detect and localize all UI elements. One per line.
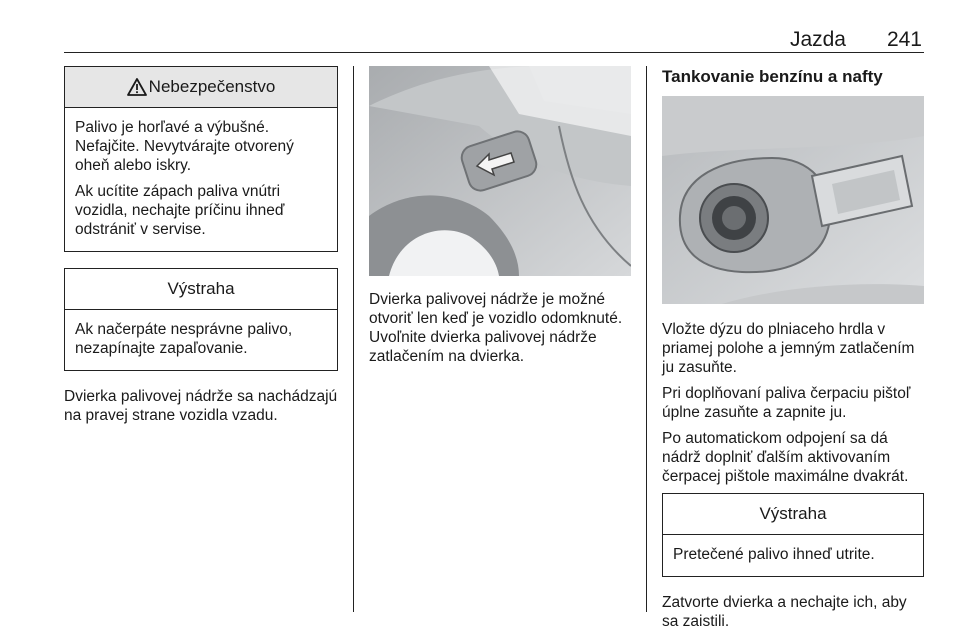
body-paragraph: Dvierka palivovej nádrže je možné otvoriť len keď je vozidlo odomknuté. Uvoľnite dvierka palivovej nádrže zatlačením na dvierka. <box>369 291 623 365</box>
caution-text: Ak načerpáte nesprávne palivo, nezapínajte zapaľovanie. <box>75 321 293 357</box>
column-middle <box>369 66 631 373</box>
caution-box <box>64 268 338 371</box>
column-right <box>662 66 924 638</box>
body-paragraph: Dvierka palivovej nádrže sa nachádzajú na pravej strane vozidla vzadu. <box>64 388 338 424</box>
body-paragraph: Vložte dýzu do plniaceho hrdla v priamej polohe a jemným zatlačením ju zasuňte. <box>662 321 915 376</box>
caution-box-body <box>663 535 923 576</box>
column-left <box>64 66 338 432</box>
danger-paragraph: Ak ucítite zápach paliva vnútri vozidla, nechajte príčinu ihneď odstrániť v servise. <box>75 183 285 238</box>
danger-paragraph: Palivo je horľavé a výbušné. Nefajčite. Nevytvárajte otvorený oheň alebo iskry. <box>75 119 294 174</box>
danger-box-body <box>65 108 337 251</box>
column-divider <box>353 66 354 612</box>
section-heading: Tankovanie benzínu a nafty <box>662 67 883 86</box>
caution-box-header: Výstraha <box>663 494 923 535</box>
body-paragraph: Zatvorte dvierka a nechajte ich, aby sa zaistili. <box>662 594 907 630</box>
fuel-filler-neck-illustration <box>662 96 924 304</box>
caution-box-header: Výstraha <box>65 269 337 310</box>
section-title: Jazda <box>789 28 846 51</box>
fuel-door-illustration <box>369 66 631 276</box>
page-header <box>64 22 924 53</box>
danger-box-header <box>65 67 337 108</box>
caution-box-body <box>65 310 337 370</box>
warning-triangle-icon <box>127 78 147 96</box>
caution-box <box>662 493 924 577</box>
page-number: 241 <box>886 28 922 51</box>
column-divider <box>646 66 647 612</box>
body-paragraph: Pri doplňovaní paliva čerpaciu pištoľ úplne zasuňte a zapnite ju. <box>662 385 911 421</box>
danger-box <box>64 66 338 252</box>
caution-text: Pretečené palivo ihneď utrite. <box>673 546 875 563</box>
body-paragraph: Po automatickom odpojení sa dá nádrž doplniť ďalším aktivovaním čerpacej pištole maximálne dvakrát. <box>662 430 909 485</box>
danger-box-title: Nebezpečenstvo <box>148 77 276 96</box>
